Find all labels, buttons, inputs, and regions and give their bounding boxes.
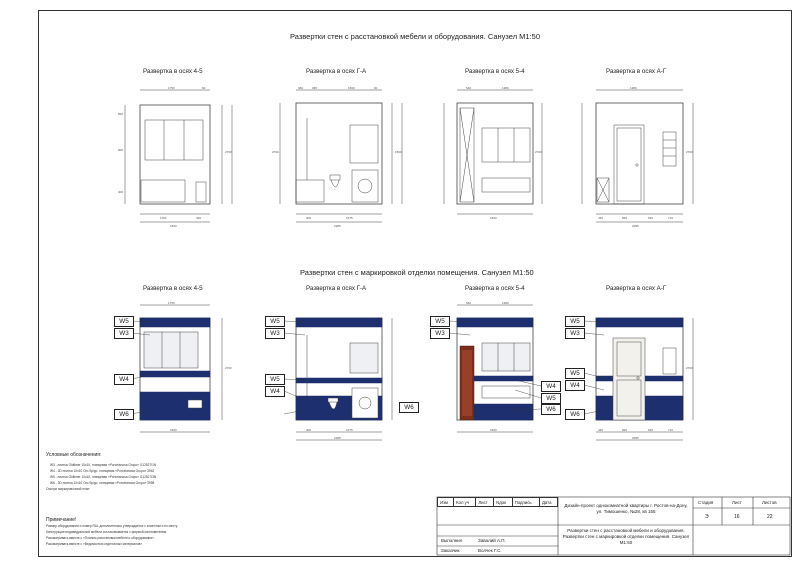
view-title-bottom-3: Развертка в осях 5-4: [465, 285, 525, 292]
stamp-role-2: Заказчик: [441, 548, 460, 553]
b4-dim-side: 2700: [686, 366, 693, 370]
b4-dim-bot-2: 825: [622, 428, 628, 432]
v4-dim-bot-1: 435: [598, 216, 604, 220]
v2-dim-bot-1: 406: [306, 216, 312, 220]
view-title-top-4: Развертка в осях А-Г: [606, 68, 667, 75]
stamp-name-1: Завалий А.П.: [478, 538, 506, 543]
top-view-3-wall: [444, 90, 542, 214]
top-section-title: Развертки стен с расстановкой мебели и оборудования. Санузел М1:50: [290, 32, 540, 41]
v1-dim-top-2: 60: [202, 86, 206, 90]
v1-dim-side-4: 2700: [225, 150, 232, 154]
stamp-name-2: Волчек Г.С.: [478, 548, 502, 553]
stamp-col-ndoc: Nдок: [494, 498, 512, 507]
v1-dim-top: 1750: [168, 86, 175, 90]
finish-tag: W5: [565, 316, 585, 327]
stamp-sheets: 22: [767, 514, 773, 520]
v4-dim-side: 2700: [686, 150, 693, 154]
top-view-2-wall: [280, 90, 402, 222]
bottom-view-1-wall: [140, 305, 222, 432]
stamp-project: Дизайн-проект однокомнатной квартиры г. Ростов-на-Дону, ул. Тимошенко, №28, кв 155: [564, 503, 688, 514]
v4-dim-bot-3: 625: [648, 216, 654, 220]
finish-tag: W4: [114, 374, 134, 385]
v4-dim-bot-4: 710: [668, 216, 674, 220]
view-title-top-2: Развертка в осях Г-А: [306, 68, 367, 75]
b4-dim-bot-4: 710: [668, 428, 674, 432]
b4-dim-total: 2385: [632, 436, 639, 440]
v4-dim-top: 1380: [630, 86, 637, 90]
note-item: Конструкция индивидуальной мебели согласовывается с фирмой-изготовителем.: [46, 530, 168, 534]
v1-dim-bot-2: 490: [196, 216, 202, 220]
b1-dim-bot: 1500: [170, 428, 177, 432]
finish-tag: W6: [114, 409, 134, 420]
legend-item: W6 - 3D плитка 10х10 Oro Spigo, глянцевая «Porcelanosa Grupo» 3998: [50, 481, 155, 485]
note-item: Рассматривать вместе с «Планом расстановки мебели и оборудования».: [46, 536, 155, 540]
stamp-role-1: Выполнил: [441, 538, 463, 543]
view-title-bottom-1: Развертка в осях 4-5: [143, 285, 203, 292]
v1-dim-side-2: 900: [118, 148, 124, 152]
v4-dim-bot-2: 825: [622, 216, 628, 220]
finish-tag: W6: [565, 409, 585, 420]
b2-dim-bot-1: 406: [306, 428, 312, 432]
stamp-col-list: Лист: [476, 498, 494, 507]
stamp-col-sign: Подпись: [512, 498, 539, 507]
stamp-col-izm: Изм: [438, 498, 454, 507]
v2-dim-side-1: 2700: [272, 150, 279, 154]
v4-dim-total: 2385: [632, 224, 639, 228]
v3-dim-bot: 1500: [490, 216, 497, 220]
v1-dim-side-3: 400: [118, 190, 124, 194]
view-title-top-1: Развертка в осях 4-5: [143, 68, 203, 75]
finish-tag: W5: [430, 316, 450, 327]
finish-tag: W4: [565, 380, 585, 391]
finish-tag: W5: [114, 316, 134, 327]
b2-dim-bot-2: 1575: [346, 428, 353, 432]
finish-tag: W3: [430, 328, 450, 339]
bottom-view-3-wall: [457, 305, 533, 432]
notes-title: Примечание!: [46, 517, 77, 523]
bottom-view-2-wall: [296, 318, 392, 440]
v1-dim-side-1: 820: [118, 112, 124, 116]
v2-dim-top-4: 60: [374, 86, 378, 90]
finish-tag: W4: [541, 381, 561, 392]
legend-title: Условные обозначения:: [46, 452, 102, 458]
b3-dim-bot: 1500: [490, 428, 497, 432]
b4-dim-bot-3: 625: [648, 428, 654, 432]
v1-dim-bot: 1160: [160, 216, 167, 220]
finish-tag: W5: [265, 316, 285, 327]
b1-dim-top: 1750: [168, 301, 175, 305]
legend-note: Смотри маркировочный план: [46, 487, 90, 491]
bottom-section-title: Развертки стен с маркировкой отделки помещения. Санузел М1:50: [300, 268, 534, 277]
finish-tag: W5: [265, 374, 285, 385]
stamp-col-date: Дата: [539, 498, 557, 507]
bottom-view-4-wall: [596, 318, 693, 440]
note-item: Размер оборудования и номер RAL дополнительно утверждается с клиентом и по месту.: [46, 524, 178, 528]
b3-dim-top-1: 540: [466, 301, 472, 305]
v2-dim-top-2: 365: [312, 86, 318, 90]
v3-dim-side: 2700: [535, 150, 542, 154]
finish-tag: W5: [541, 393, 561, 404]
b4-dim-bot-1: 435: [598, 428, 604, 432]
finish-tag: W5: [565, 368, 585, 379]
stamp-col-kol: Кол уч: [454, 498, 476, 507]
stamp-sheet-label: Лист: [732, 500, 742, 505]
note-item: Рассматривать вместе с «Ведомостью отделочных материалов».: [46, 542, 144, 546]
v3-dim-top-1: 540: [466, 86, 472, 90]
v1-dim-total: 1500: [170, 224, 177, 228]
finish-tag: W6: [399, 402, 419, 413]
view-title-bottom-2: Развертка в осях Г-А: [306, 285, 367, 292]
v2-dim-bot-2: 1575: [346, 216, 353, 220]
stamp-sheets-label: Листов: [762, 500, 777, 505]
b1-dim-side: 2700: [225, 366, 232, 370]
top-view-1-wall: [125, 90, 232, 222]
legend-item: W5 - плитка Oldtimer 10х10, глянцевая «Porcelanosa Grupo» G12527I3N: [50, 475, 157, 479]
v2-dim-top-3: 1500: [348, 86, 355, 90]
v3-dim-top-2: 1380: [502, 86, 509, 90]
finish-tag: W3: [565, 328, 585, 339]
stamp-sheet-desc: Развертки стен с расстановкой мебели и оборудования. Развертки стен с маркировкой отделки помещения. Санузел М1:50: [562, 528, 690, 545]
finish-tag: W3: [265, 328, 285, 339]
revision-header-row: [437, 497, 558, 507]
view-title-bottom-4: Развертка в осях А-Г: [606, 285, 667, 292]
legend-item: W3 - плитка Oldtimer 10х10, глянцевая «Porcelanosa Grupo» G12527I1N: [50, 463, 157, 467]
b2-dim-total: 2385: [334, 436, 341, 440]
v2-dim-total: 2385: [334, 224, 341, 228]
stamp-stage: Э: [705, 514, 709, 520]
b3-dim-top-2: 1380: [502, 301, 509, 305]
v2-dim-top-1: 360: [298, 86, 304, 90]
finish-tag: W4: [265, 386, 285, 397]
finish-tag: W3: [114, 328, 134, 339]
legend-item: W4 - 3D плитка 10х10 Oro Spigo, глянцевая «Porcelanosa Grupo» 3962: [50, 469, 155, 473]
view-title-top-3: Развертка в осях 5-4: [465, 68, 525, 75]
stamp-sheet: 16: [734, 514, 740, 520]
finish-tag: W6: [541, 404, 561, 415]
stamp-stage-label: Стадия: [698, 500, 714, 505]
v2-dim-side-2: 1500: [395, 150, 402, 154]
top-view-4-wall: [582, 90, 693, 222]
